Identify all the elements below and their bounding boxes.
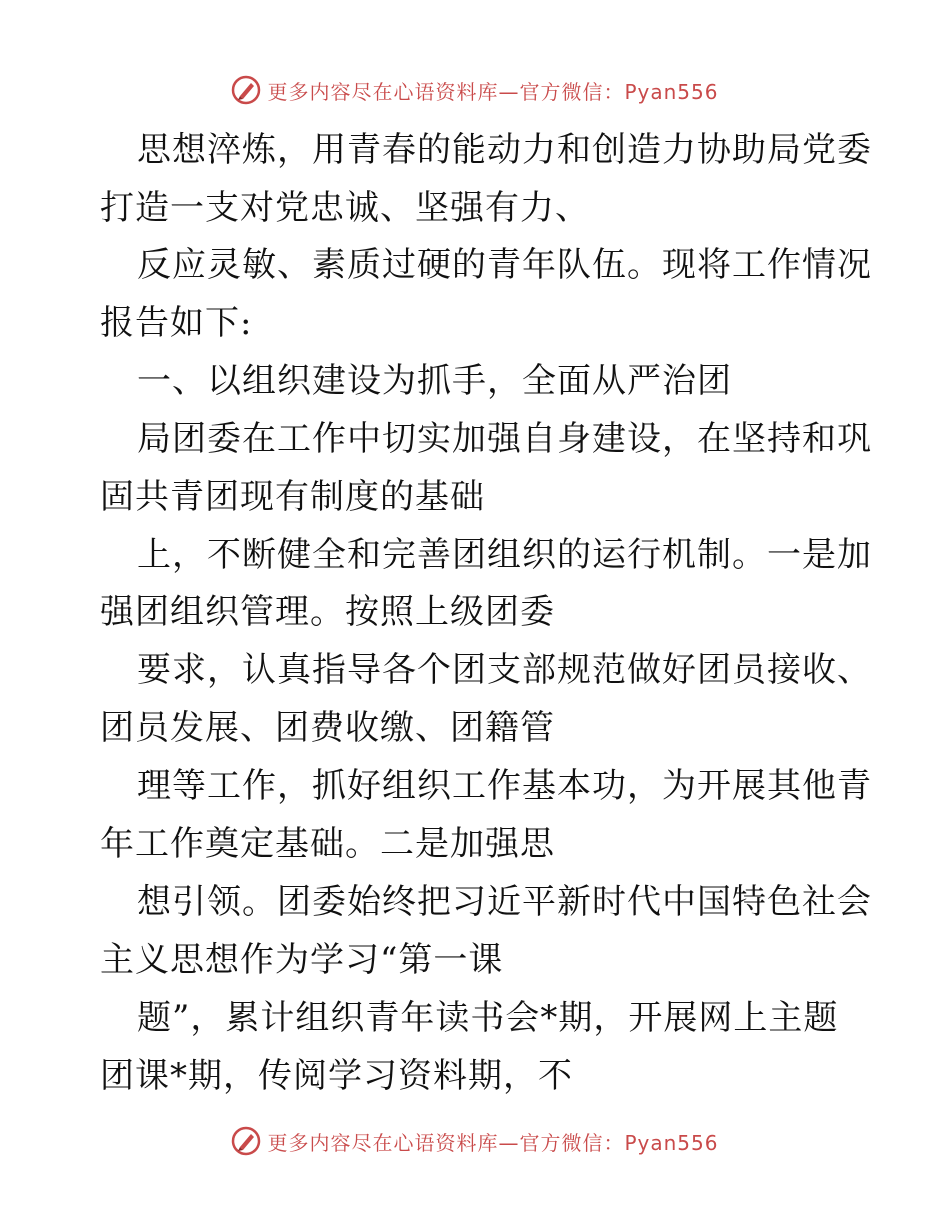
paragraph-line: 反应灵敏、素质过硬的青年队伍。现将工作情况 <box>137 245 872 285</box>
paragraph-line: 题”，累计组织青年读书会*期，开展网上主题 <box>137 998 839 1038</box>
footer-banner-text: 更多内容尽在心语资料库—官方微信：Pyan556 <box>267 1130 719 1155</box>
paragraph-line: 报告如下: <box>100 303 253 343</box>
paragraph-line: 局团委在工作中切实加强自身建设，在坚持和巩 <box>137 419 872 459</box>
paragraph-line: 理等工作，抓好组织工作基本功，为开展其他青 <box>137 766 872 806</box>
paragraph-line: 主义思想作为学习“第一课 <box>100 940 504 980</box>
paragraph-line: 年工作奠定基础。二是加强思 <box>100 824 555 864</box>
paragraph-line: 强团组织管理。按照上级团委 <box>100 592 555 632</box>
section-heading: 一、以组织建设为抓手，全面从严治团 <box>137 361 732 401</box>
paragraph-line: 团员发展、团费收缴、团籍管 <box>100 708 555 748</box>
paragraph-line: 团课*期，传阅学习资料期，不 <box>100 1056 573 1096</box>
paragraph-line: 要求，认真指导各个团支部规范做好团员接收、 <box>137 650 872 690</box>
footer-watermark-banner <box>0 1121 950 1161</box>
paragraph-line: 上，不断健全和完善团组织的运行机制。一是加 <box>137 535 872 575</box>
pen-logo-icon <box>231 1126 261 1156</box>
header-banner-text: 更多内容尽在心语资料库—官方微信：Pyan556 <box>267 79 719 104</box>
paragraph-line: 打造一支对党忠诚、坚强有力、 <box>100 188 590 228</box>
paragraph-line: 固共青团现有制度的基础 <box>100 477 485 517</box>
paragraph-line: 思想淬炼，用青春的能动力和创造力协助局党委 <box>137 130 872 170</box>
paragraph-line: 想引领。团委始终把习近平新时代中国特色社会 <box>137 882 872 922</box>
